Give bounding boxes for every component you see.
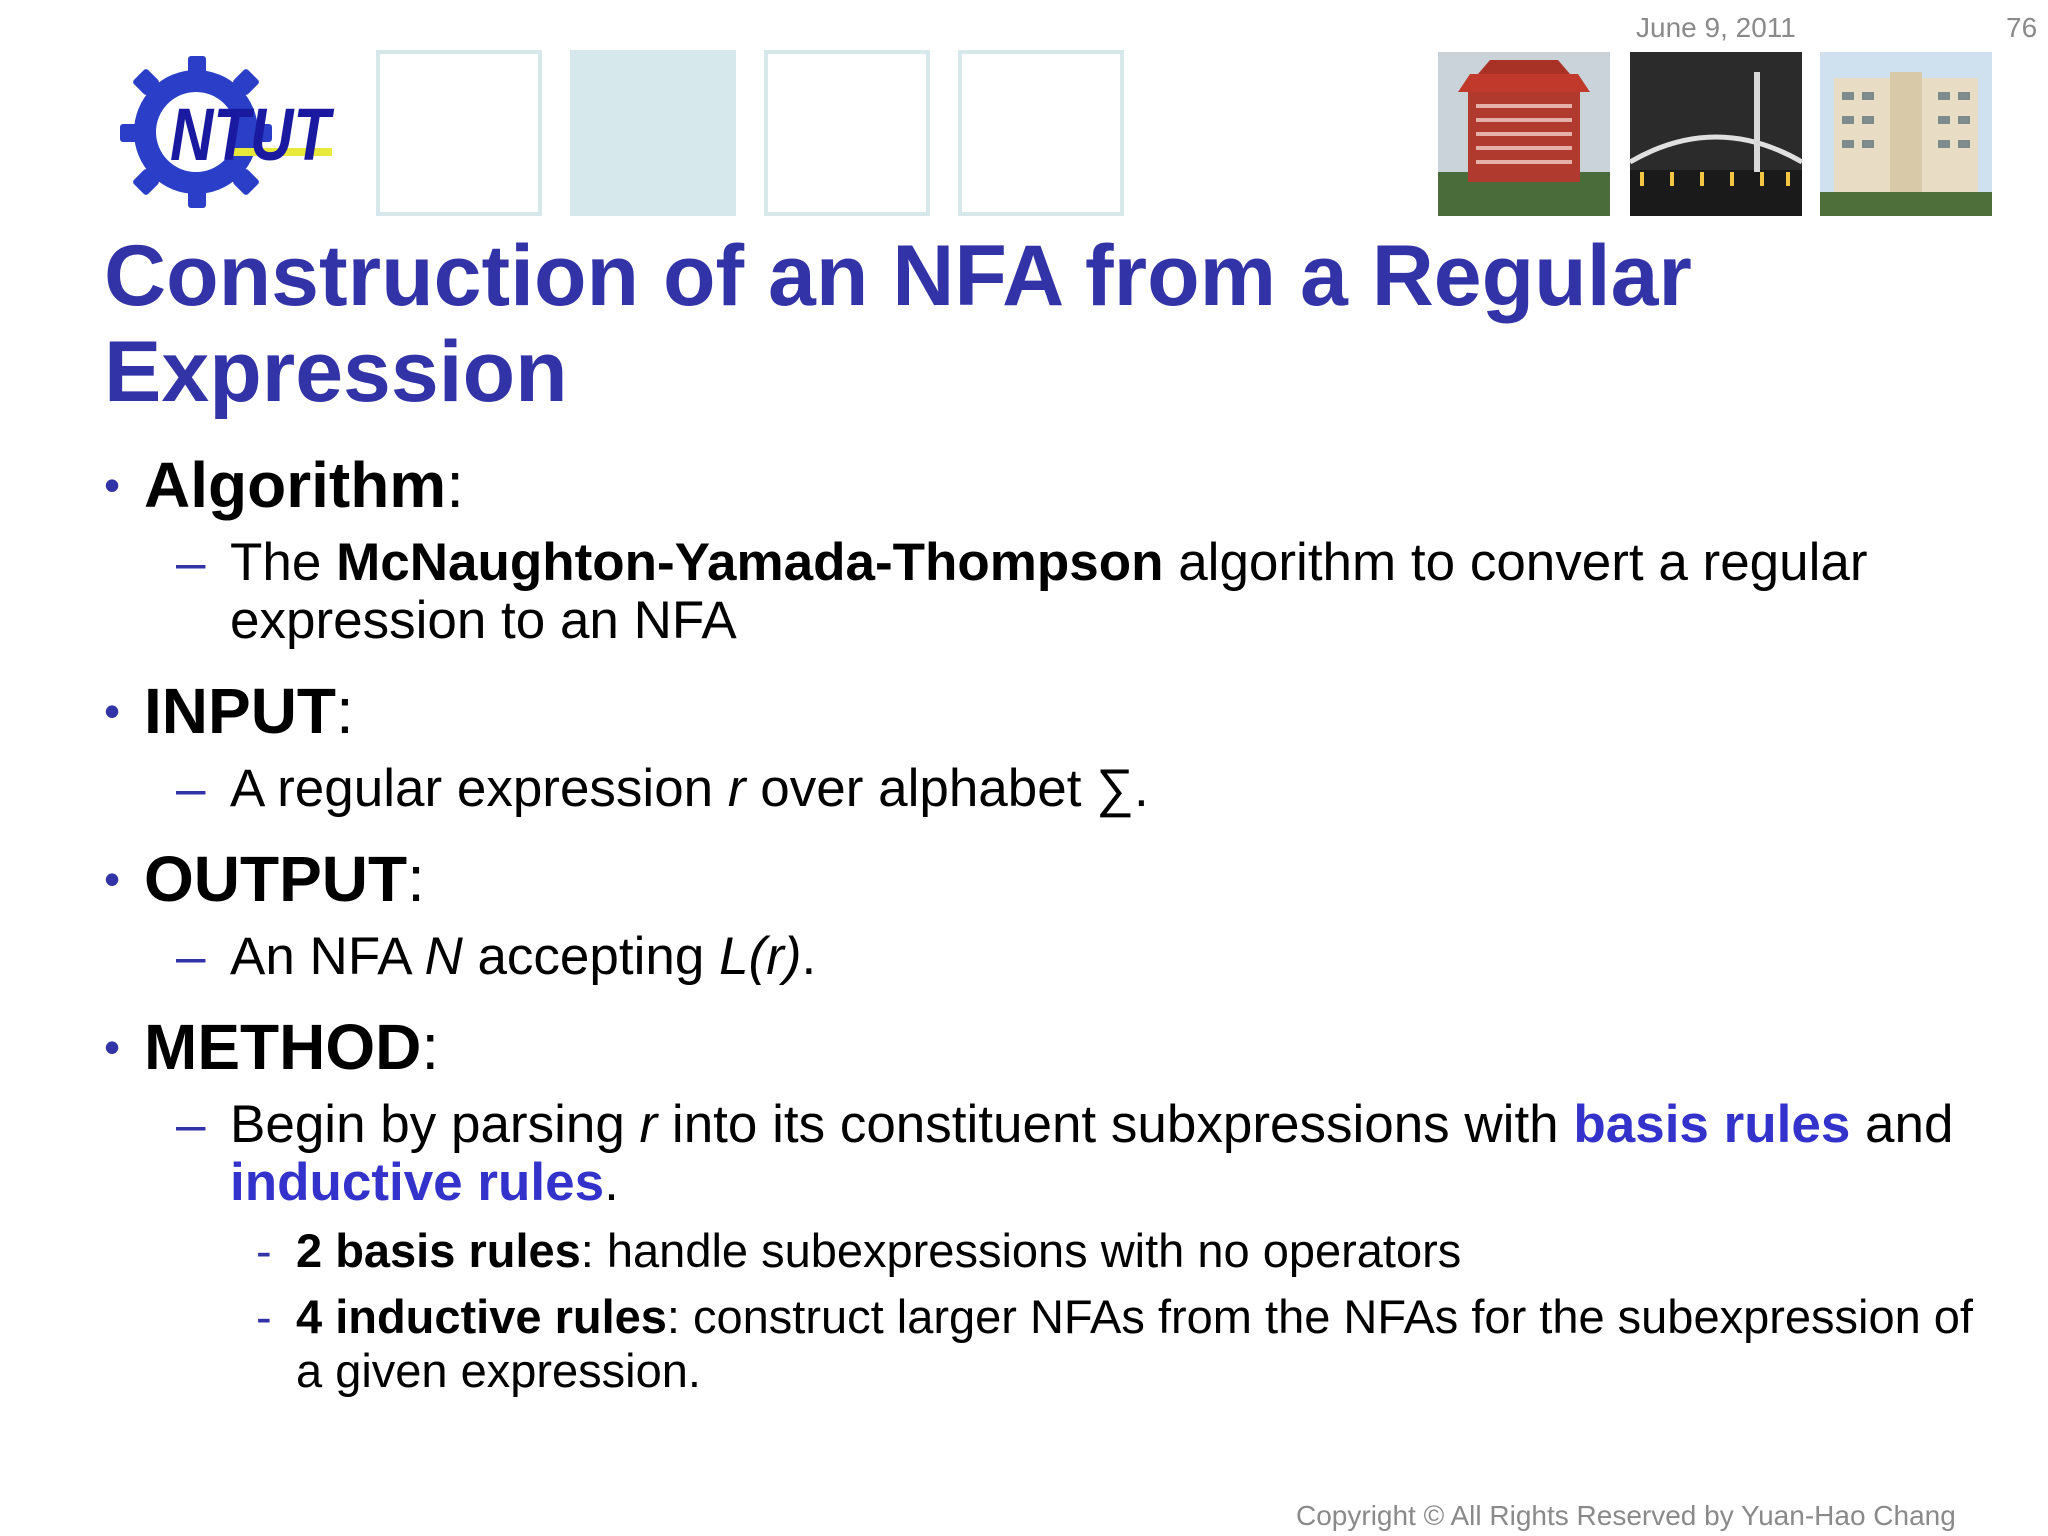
bullet-input: • INPUT: [104, 670, 1984, 752]
subbullet-algorithm [104, 534, 1984, 650]
text-fragment: . [604, 1153, 619, 1212]
text-fragment: . [801, 927, 817, 986]
dash-marker: – [176, 927, 206, 986]
bullet-method: • METHOD: [104, 1006, 1984, 1088]
text-fragment: : construct larger NFAs from the NFAs for the subexpression of a given expression. [296, 1290, 1973, 1397]
var-n: N [424, 927, 463, 986]
heading-algorithm: Algorithm [144, 449, 447, 521]
slide-date: June 9, 2011 [1636, 12, 1796, 43]
algorithm-name: McNaughton-Yamada-Thompson [336, 533, 1164, 592]
subsubbullet-inductive [104, 1290, 1984, 1398]
subbullet-input [104, 760, 1984, 818]
slide-page-number: 76 [2006, 12, 2038, 43]
text-fragment: accepting [462, 927, 720, 986]
copyright-notice: Copyright © All Rights Reserved by Yuan-Hao Chang [1296, 1500, 1956, 1531]
bullet-dot: • [104, 685, 121, 737]
deco-box-3 [764, 50, 930, 216]
heading-output: OUTPUT [144, 843, 408, 915]
var-r: r [727, 759, 746, 818]
deco-box-4 [958, 50, 1124, 216]
heading-method: METHOD [144, 1011, 422, 1083]
text-fragment: The [230, 533, 337, 592]
bullet-algorithm: • Algorithm: [104, 444, 1984, 526]
bullet-dot: • [104, 1021, 121, 1073]
subsubbullet-basis [104, 1224, 1984, 1278]
highlight-basis-rules: basis rules [1573, 1095, 1851, 1154]
text-fragment: A regular expression [230, 759, 728, 818]
gear-icon [112, 48, 344, 208]
bullet-dot: • [104, 459, 121, 511]
var-r: r [639, 1095, 658, 1154]
logo-text: NTUT [170, 93, 335, 176]
inductive-rules-count: 4 inductive rules [296, 1290, 667, 1343]
var-lr: L(r) [719, 927, 802, 986]
dash-marker: - [256, 1290, 272, 1343]
subbullet-method [104, 1096, 1984, 1212]
text-fragment: : handle subexpressions with no operators [580, 1224, 1462, 1277]
basis-rules-count: 2 basis rules [296, 1224, 581, 1277]
text-fragment: Begin by parsing [230, 1095, 640, 1154]
subbullet-output [104, 928, 1984, 986]
dash-marker: – [176, 533, 206, 592]
dash-marker: – [176, 759, 206, 818]
text-fragment: algorithm to convert a regular expression to an NFA [230, 533, 1868, 650]
text-fragment: into its constituent subxpressions with [657, 1095, 1574, 1154]
heading-input: INPUT [144, 675, 336, 747]
ntut-logo [112, 48, 344, 208]
photo-campus-building [1820, 52, 1992, 216]
text-fragment: over alphabet ∑. [745, 759, 1149, 818]
photo-bridge-night [1630, 52, 1802, 216]
text-fragment: An NFA [230, 927, 425, 986]
highlight-inductive-rules: inductive rules [230, 1153, 605, 1212]
bullet-output: • OUTPUT: [104, 838, 1984, 920]
photo-grand-hotel [1438, 52, 1610, 216]
bullet-dot: • [104, 853, 121, 905]
text-fragment: and [1850, 1095, 1954, 1154]
deco-box-1 [376, 50, 542, 216]
dash-marker: - [256, 1224, 272, 1277]
dash-marker: – [176, 1095, 206, 1154]
deco-box-2 [570, 50, 736, 216]
slide-title: Construction of an NFA from a Regular Expression [104, 228, 1692, 420]
slide-content [104, 444, 1984, 1398]
